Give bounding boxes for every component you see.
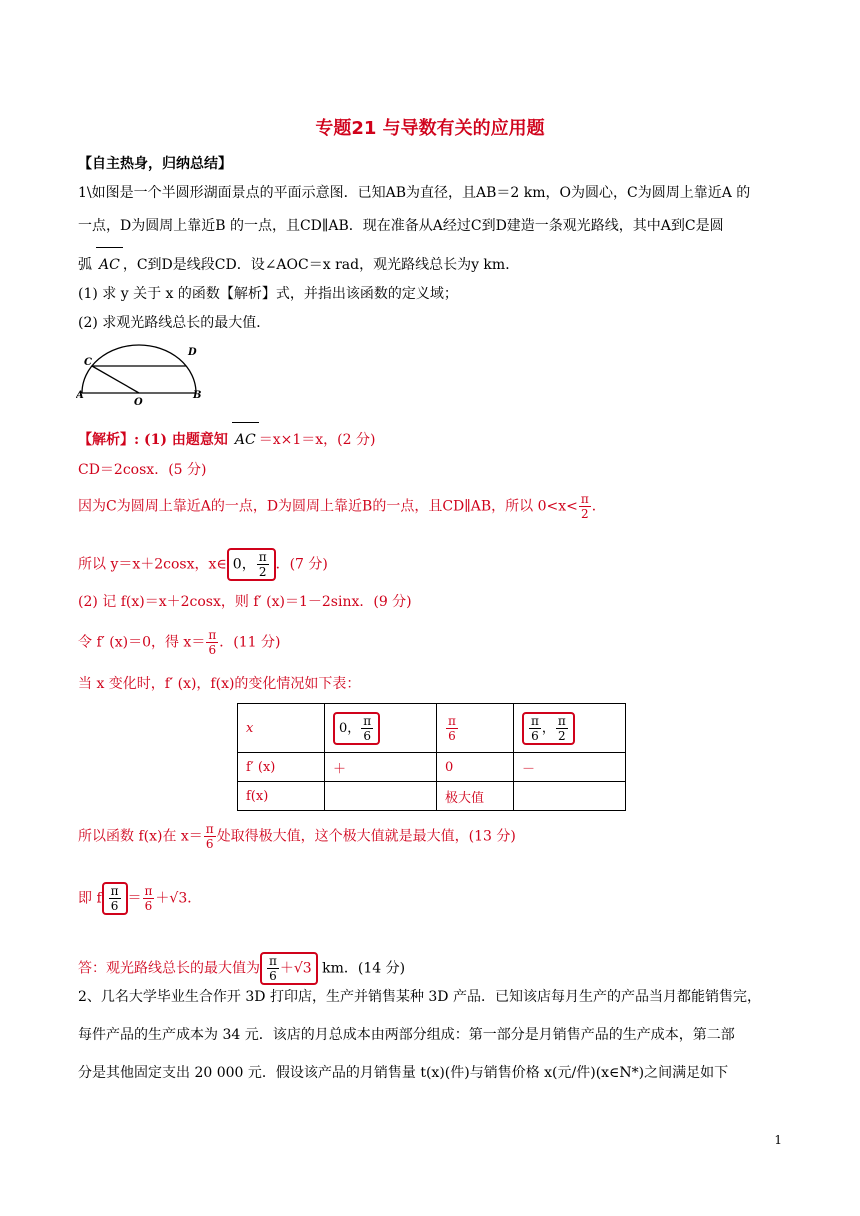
- solution-line5: (2) 记 f(x)＝x＋2cosx，则 f′ (x)＝1－2sinx．(9 分): [78, 594, 412, 610]
- solution-line6-pre: 令 f′ (x)＝0，得 x＝: [78, 634, 206, 651]
- solution-line2: CD＝2cosx．(5 分): [78, 462, 207, 478]
- solution-line6: [78, 628, 280, 657]
- variation-table: [237, 703, 626, 811]
- solution-line8-pre: 所以函数 f(x)在 x＝: [78, 828, 203, 845]
- fraction-pi-2: $\frac{\pi}{2}$: [580, 492, 589, 521]
- table-cell-f: f(x): [238, 782, 325, 811]
- table-cell-x: x: [238, 704, 325, 753]
- arc-word: 弧: [78, 257, 92, 273]
- solution-line8: [78, 822, 516, 851]
- solution-line3-text: 因为C为圆周上靠近A的一点，D为圆周上靠近B的一点，且CD∥AB，所以 0<x<: [78, 498, 578, 515]
- table-cell-plus: ＋: [325, 753, 437, 782]
- solution-line4-post: ．(7 分): [275, 556, 328, 573]
- problem2-line1: 2、几名大学毕业生合作开 3D 打印店，生产并销售某种 3D 产品．已知该店每月生产的产品当月都能销售完，: [78, 989, 761, 1005]
- table-cell-pi6: $\frac{\pi}{6}$: [437, 704, 514, 753]
- label-a: A: [76, 390, 84, 401]
- problem1-line3: [78, 255, 519, 275]
- problem2-line3: 分是其他固定支出 20 000 元．假设该产品的月销售量 t(x)(件)与销售价格 x(元/件)(x∈N*)之间满足如下: [78, 1065, 729, 1081]
- solution-line1: [78, 430, 375, 450]
- table-cell-empty2: [514, 782, 626, 811]
- fraction-pi-6c: $\frac{\pi}{6}$: [144, 884, 153, 913]
- section-heading: 【自主热身，归纳总结】: [78, 156, 232, 172]
- question-2: (2) 求观光路线总长的最大值．: [78, 315, 271, 331]
- solution-line9: [78, 882, 201, 915]
- label-o: O: [134, 397, 143, 406]
- table-cell-interval1: 0， $\frac{\pi}{6}$: [325, 704, 437, 753]
- problem1-line3-text: ，C到D是线段CD．设∠AOC＝x rad，观光路线总长为y km．: [122, 257, 520, 273]
- problem1-line1: 1\如图是一个半圆形湖面景点的平面示意图．已知AB为直径，且AB＝2 km，O为圆心，C为圆周上靠近A 的: [78, 185, 751, 201]
- f-arg-bracket: $\frac{\pi}{6}$: [102, 882, 128, 915]
- problem2-line2: 每件产品的生产成本为 34 元．该店的月总成本由两部分组成：第一部分是月销售产品的生产成本，第二部: [78, 1027, 735, 1043]
- solution-line9-post: ＋√3．: [155, 890, 202, 907]
- radius-oc: [92, 366, 139, 393]
- label-c: C: [84, 357, 92, 368]
- table-cell-fprime: f′ (x): [238, 753, 325, 782]
- table-cell-interval2: $\frac{\pi}{6}$ ， $\frac{\pi}{2}$: [514, 704, 626, 753]
- problem1-line2: [78, 216, 724, 236]
- fraction-pi-6b: $\frac{\pi}{6}$: [205, 822, 214, 851]
- page-number: 1: [774, 1133, 782, 1147]
- question-1: (1) 求 y 关于 x 的函数【解析】式，并指出该函数的定义域；: [78, 286, 458, 302]
- table-cell-max: 极大值: [437, 782, 514, 811]
- solution-line6-post: ．(11 分): [219, 634, 281, 651]
- table-cell-zero: 0: [437, 753, 514, 782]
- solution-line1-pre: 【解析】: (1) 由题意知: [78, 432, 228, 448]
- solution-line4-pre: 所以 y＝x＋2cosx，x∈: [78, 556, 227, 573]
- label-d: D: [188, 347, 197, 358]
- fraction-pi-2b: $\frac{\pi}{2}$: [258, 550, 267, 579]
- equals: ＝: [127, 890, 142, 907]
- solution-answer-pre: 答：观光路线总长的最大值为: [78, 960, 260, 977]
- problem1-line2-text: 一点，D为圆周上靠近B 的一点，且CD∥AB．现在准备从A经过C到D建造一条观光路线，其中A到C是圆: [78, 218, 724, 234]
- solution-line3: 因为C为圆周上靠近A的一点，D为圆周上靠近B的一点，且CD∥AB，所以 0<x< $\frac{\pi}{2}$ ．: [78, 492, 606, 521]
- semicircle-arc: [82, 345, 196, 393]
- solution-line7: 当 x 变化时，f′ (x)，f(x)的变化情况如下表：: [78, 676, 361, 692]
- interval-bracket: 0， $\frac{\pi}{2}$: [227, 548, 276, 581]
- table-cell-minus: －: [514, 753, 626, 782]
- arc-ac-notation: AC: [96, 255, 123, 275]
- label-b: B: [193, 390, 202, 401]
- page-title: 专题21 与导数有关的应用题: [315, 118, 545, 139]
- solution-line8-post: 处取得极大值，这个极大值就是最大值，(13 分): [216, 828, 516, 845]
- semicircle-figure: [76, 338, 204, 406]
- solution-answer-post: km．(14 分): [322, 960, 406, 977]
- solution-line1-post: ＝x×1＝x，(2 分): [258, 432, 376, 448]
- table-cell-empty1: [325, 782, 437, 811]
- answer-bracket: $\frac{\pi}{6}$ ＋√3: [260, 952, 318, 985]
- fraction-pi-6: $\frac{\pi}{6}$: [208, 628, 217, 657]
- solution-line9-pre: 即 f: [78, 890, 102, 907]
- solution-line4: [78, 548, 328, 581]
- arc-ac-notation-2: AC: [232, 430, 259, 450]
- solution-answer: [78, 952, 405, 985]
